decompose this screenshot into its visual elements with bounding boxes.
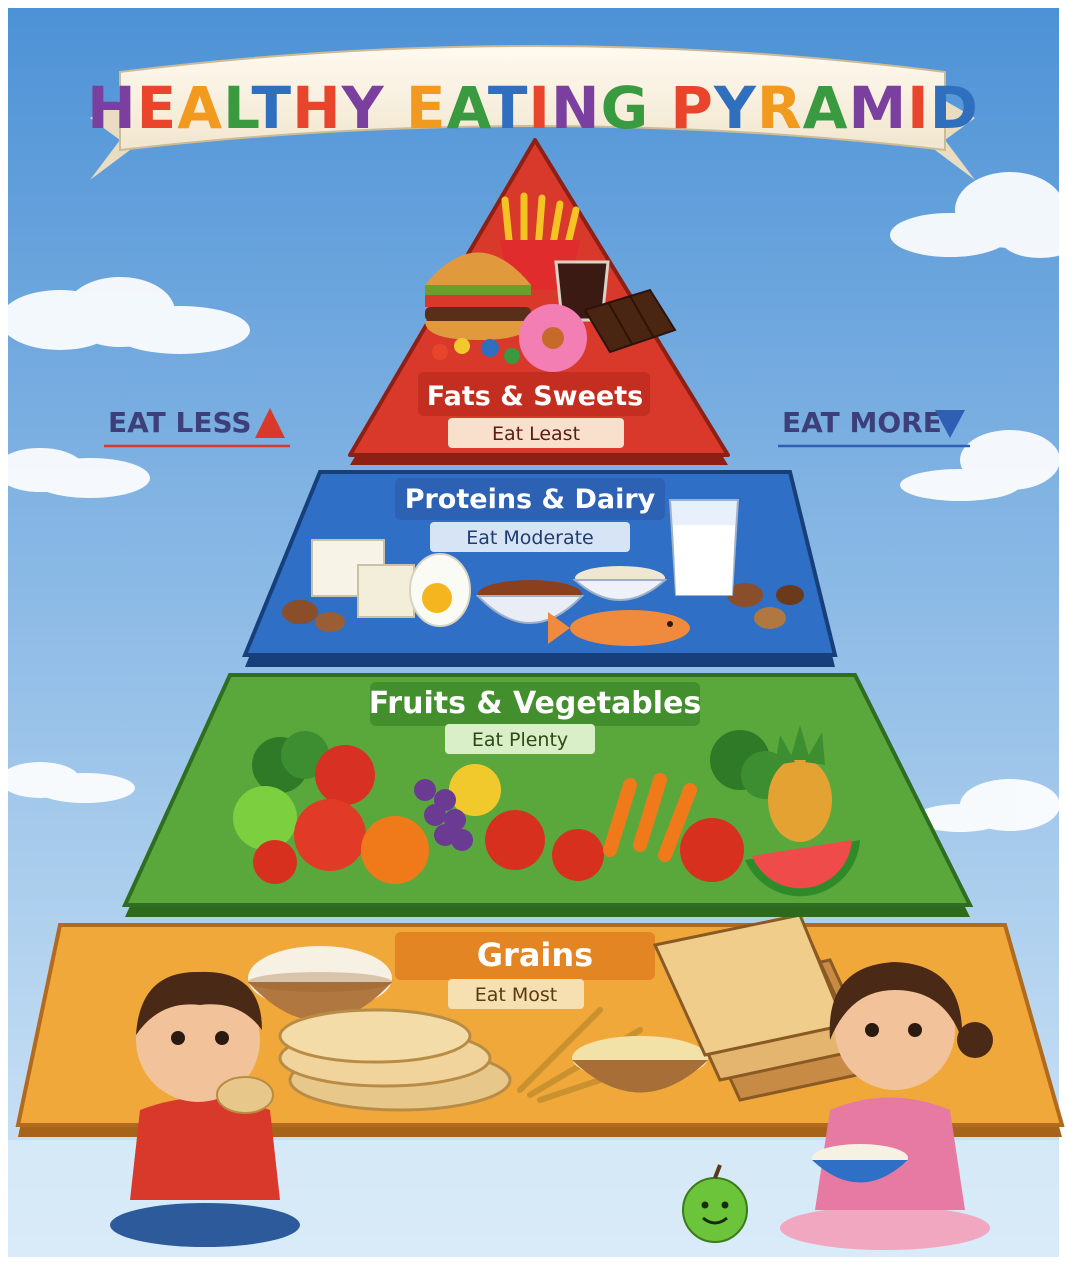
boy-shirt bbox=[130, 1098, 280, 1201]
grains-title: Grains bbox=[476, 936, 594, 974]
title-letter: E bbox=[405, 74, 447, 142]
fruits-vegetables-title: Fruits & Vegetables bbox=[368, 686, 702, 721]
title-letter: M bbox=[848, 74, 908, 142]
fats-sweets-subtitle: Eat Least bbox=[491, 423, 581, 445]
title-letter: A bbox=[446, 74, 488, 142]
title-letter: A bbox=[177, 74, 224, 142]
proteins-dairy-title: Proteins & Dairy bbox=[404, 484, 656, 515]
girl-legs bbox=[780, 1206, 990, 1250]
title-space bbox=[649, 74, 670, 142]
title-letter: D bbox=[929, 74, 979, 142]
title-letter: T bbox=[251, 74, 293, 142]
milk-glass-icon bbox=[670, 500, 738, 595]
boy-eye-right bbox=[215, 1031, 229, 1045]
title-letter: E bbox=[136, 74, 178, 142]
eat-more-label: EAT MORE bbox=[782, 406, 942, 439]
donut-icon bbox=[519, 304, 587, 372]
fats-sweets-title: Fats & Sweets bbox=[426, 381, 644, 412]
title-letter: I bbox=[907, 74, 930, 142]
title-letter: Y bbox=[341, 74, 385, 142]
boy-legs bbox=[110, 1203, 300, 1247]
title-letter: Y bbox=[713, 74, 757, 142]
title-letter: T bbox=[487, 74, 529, 142]
title-letter: R bbox=[756, 74, 803, 142]
title-space bbox=[385, 74, 406, 142]
title-letter: N bbox=[551, 74, 601, 142]
boy-bread-piece bbox=[217, 1077, 273, 1113]
eat-less-label: EAT LESS bbox=[108, 406, 252, 439]
fruits-vegetables-subtitle: Eat Plenty bbox=[471, 729, 569, 751]
orange-icon bbox=[361, 816, 429, 884]
title-letter: I bbox=[528, 74, 552, 142]
girl-eye-right bbox=[908, 1023, 922, 1037]
proteins-dairy-subtitle: Eat Moderate bbox=[466, 527, 594, 549]
grains-subtitle: Eat Most bbox=[474, 984, 558, 1006]
title-letter: A bbox=[802, 74, 849, 142]
tier-proteins-dairy bbox=[245, 472, 835, 667]
title-letter: H bbox=[87, 74, 137, 142]
title-letter: P bbox=[670, 74, 714, 142]
poster-title bbox=[87, 74, 979, 142]
title-letter: L bbox=[223, 74, 252, 142]
girl-ponytail bbox=[957, 1022, 993, 1058]
boy-eye-left bbox=[171, 1031, 185, 1045]
egg-icon bbox=[410, 554, 470, 626]
title-letter: H bbox=[292, 74, 342, 142]
girl-eye-left bbox=[865, 1023, 879, 1037]
title-letter: G bbox=[600, 74, 650, 142]
tier-fruits-vegetables bbox=[125, 675, 970, 917]
